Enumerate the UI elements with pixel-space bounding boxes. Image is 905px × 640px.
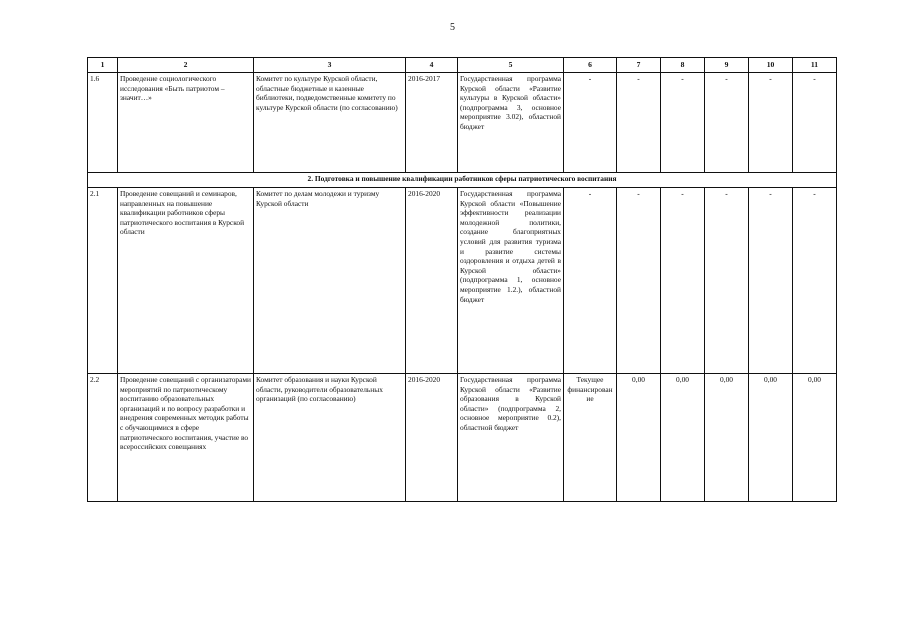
event-cell: Проведение совещаний с организаторами мероприятий по патриотическому воспитанию образовательных организаций и по вопросу разработки и внедрения современных методик работы с обучающимися в сфере патриотического воспитания, участие во всероссийских совещаниях (118, 374, 254, 502)
table-row-2-2 (88, 374, 837, 502)
financing-cell: - (564, 188, 617, 374)
measures-table (87, 57, 837, 502)
value-cell: - (793, 73, 837, 173)
program-cell: Государственная программа Курской области «Развитие культуры в Курской области» (подпрограмма 3, основное мероприятие 3.02), областной бюджет (458, 73, 564, 173)
value-cell: - (749, 73, 793, 173)
value-cell: - (793, 188, 837, 374)
executor-cell: Комитет по делам молодежи и туризму Курской области (254, 188, 406, 374)
table-row-1-6 (88, 73, 837, 173)
value-cell: - (749, 188, 793, 374)
value-cell: - (705, 188, 749, 374)
value-cell: 0,00 (749, 374, 793, 502)
value-cell: 0,00 (617, 374, 661, 502)
value-cell: - (617, 188, 661, 374)
header-cell: 11 (793, 58, 837, 73)
section-row (88, 173, 837, 188)
table-row-2-1 (88, 188, 837, 374)
value-cell: - (617, 73, 661, 173)
value-cell: - (661, 73, 705, 173)
event-cell: Проведение социологического исследования «Быть патриотом – значит…» (118, 73, 254, 173)
financing-cell: - (564, 73, 617, 173)
row-number: 2.1 (88, 188, 118, 374)
header-cell: 6 (564, 58, 617, 73)
value-cell: 0,00 (705, 374, 749, 502)
period-cell: 2016-2020 (406, 374, 458, 502)
value-cell: - (661, 188, 705, 374)
header-cell: 3 (254, 58, 406, 73)
program-cell: Государственная программа Курской области «Развитие образования в Курской области» (подпрограмма 2, основное мероприятие 0.2), областной бюджет (458, 374, 564, 502)
row-number: 1.6 (88, 73, 118, 173)
header-cell: 2 (118, 58, 254, 73)
header-cell: 5 (458, 58, 564, 73)
column-number-row (88, 58, 837, 73)
page-number: 5 (450, 22, 455, 33)
header-cell: 8 (661, 58, 705, 73)
executor-cell: Комитет по культуре Курской области, областные бюджетные и казенные библиотеки, подведомственные комитету по культуре Курской области (по согласованию) (254, 73, 406, 173)
section-title: 2. Подготовка и повышение квалификации работников сферы патриотического воспитания (88, 173, 837, 188)
header-cell: 9 (705, 58, 749, 73)
header-cell: 1 (88, 58, 118, 73)
program-cell: Государственная программа Курской области «Повышение эффективности реализации молодежной политики, создание благоприятных условий для развития туризма и развитие системы оздоровления и отдыха детей в Курской области» (подпрограмма 1, основное мероприятие 1.2.), областной бюджет (458, 188, 564, 374)
event-cell: Проведение совещаний и семинаров, направленных на повышение квалификации работников сферы патриотического воспитания в Курской области (118, 188, 254, 374)
header-cell: 7 (617, 58, 661, 73)
executor-cell: Комитет образования и науки Курской области, руководители образовательных организаций (по согласованию) (254, 374, 406, 502)
row-number: 2.2 (88, 374, 118, 502)
financing-cell: Текущее финансирование (564, 374, 617, 502)
header-cell: 10 (749, 58, 793, 73)
value-cell: - (705, 73, 749, 173)
value-cell: 0,00 (661, 374, 705, 502)
header-cell: 4 (406, 58, 458, 73)
value-cell: 0,00 (793, 374, 837, 502)
period-cell: 2016-2020 (406, 188, 458, 374)
period-cell: 2016-2017 (406, 73, 458, 173)
